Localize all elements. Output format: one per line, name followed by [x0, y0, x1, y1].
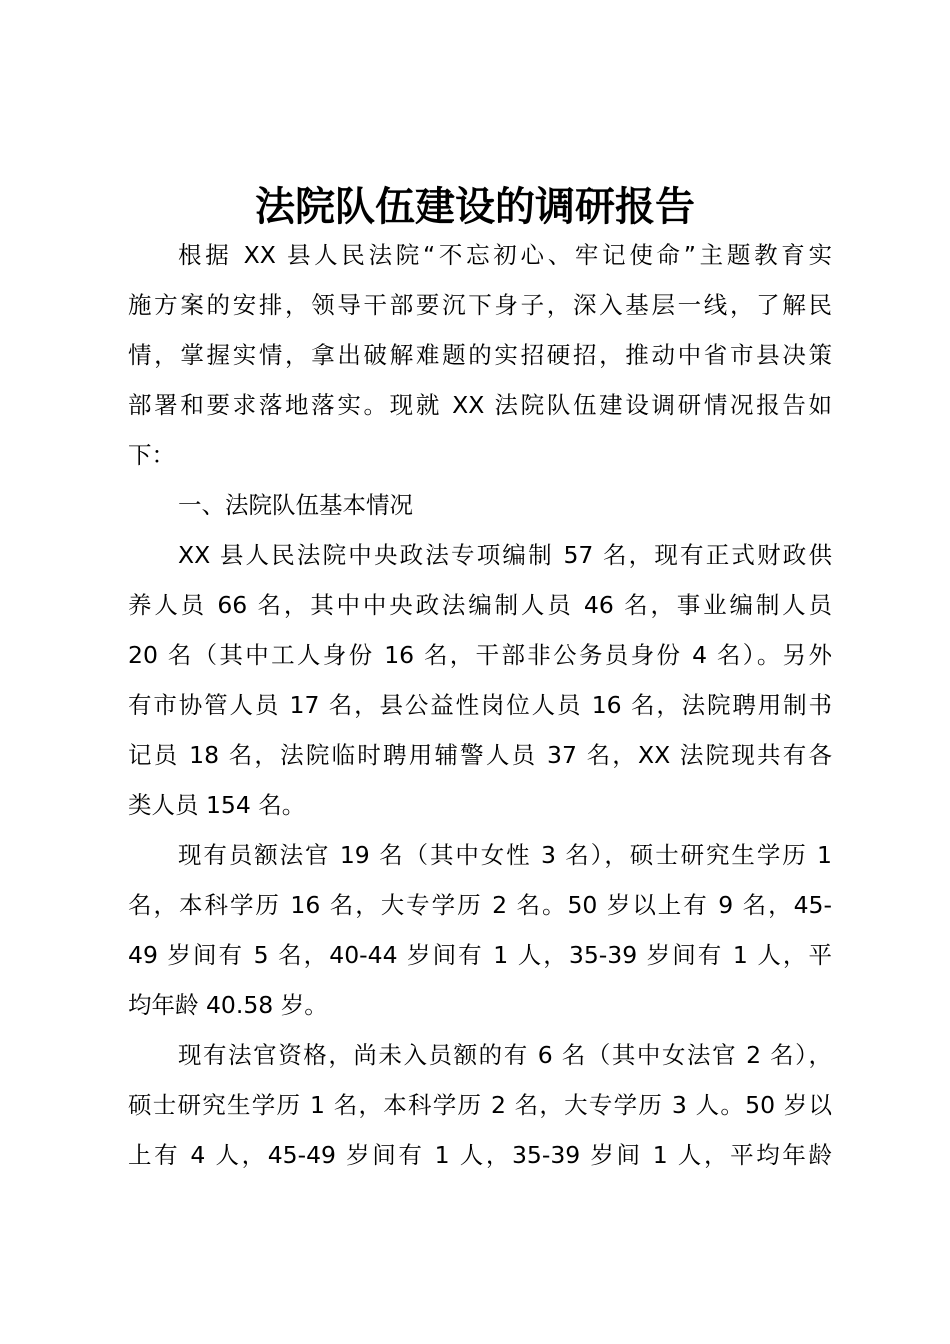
text-line: 情，掌握实情，拿出破解难题的实招硬招，推动中省市县决策: [128, 341, 832, 369]
text-line: 养人员 66 名，其中中央政法编制人员 46 名，事业编制人员: [128, 591, 832, 619]
document-title: 法院队伍建设的调研报告: [255, 183, 695, 230]
text-line: 施方案的安排，领导干部要沉下身子，深入基层一线，了解民: [128, 291, 832, 319]
text-line: 上有 4 人，45-49 岁间有 1 人，35-39 岁间 1 人，平均年龄: [128, 1141, 832, 1169]
text-line: 名，本科学历 16 名，大专学历 2 名。50 岁以上有 9 名，45-: [128, 891, 832, 919]
section-heading: [128, 480, 832, 530]
paragraph: [128, 830, 832, 1030]
text-line: 20 名（其中工人身份 16 名，干部非公务员身份 4 名）。另外: [128, 641, 832, 669]
paragraph: [128, 230, 832, 480]
text-line: 类人员 154 名。: [128, 791, 306, 819]
text-line: 记员 18 名，法院临时聘用辅警人员 37 名，XX 法院现共有各: [128, 741, 832, 769]
text-line: 均年龄 40.58 岁。: [128, 991, 328, 1019]
paragraph: [128, 1030, 832, 1180]
text-line: 硕士研究生学历 1 名，本科学历 2 名，大专学历 3 人。50 岁以: [128, 1091, 832, 1119]
paragraph: [128, 530, 832, 830]
document-body: [128, 230, 832, 1180]
text-line: 现有法官资格，尚未入员额的有 6 名（其中女法官 2 名），: [178, 1041, 832, 1069]
text-line: 部署和要求落地落实。现就 XX 法院队伍建设调研情况报告如: [128, 391, 832, 419]
text-line: 根据 XX 县人民法院“不忘初心、牢记使命”主题教育实: [178, 241, 832, 269]
text-line: 现有员额法官 19 名（其中女性 3 名），硕士研究生学历 1: [178, 841, 832, 869]
text-line: 一、法院队伍基本情况: [178, 491, 413, 519]
text-line: XX 县人民法院中央政法专项编制 57 名，现有正式财政供: [178, 541, 832, 569]
text-line: 下：: [128, 441, 175, 469]
text-line: 有市协管人员 17 名，县公益性岗位人员 16 名，法院聘用制书: [128, 691, 832, 719]
text-line: 49 岁间有 5 名，40-44 岁间有 1 人，35-39 岁间有 1 人，平: [128, 941, 832, 969]
